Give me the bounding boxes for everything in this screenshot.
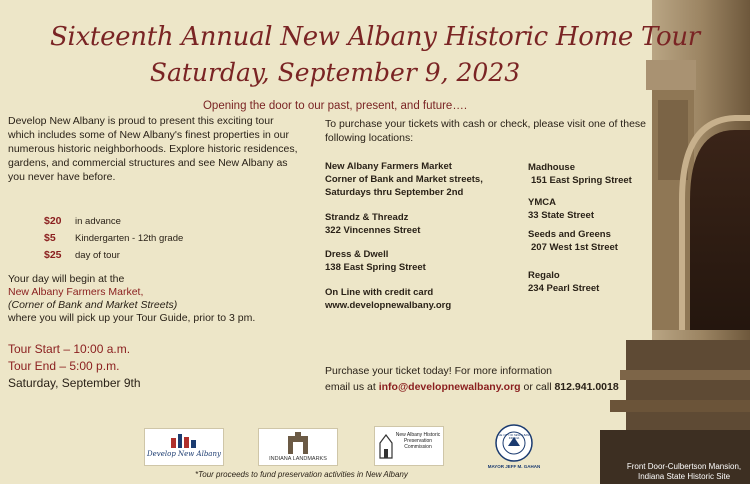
- location-name: YMCA: [528, 197, 556, 208]
- phone-number: 812.941.0018: [554, 381, 619, 393]
- location-madhouse: [528, 161, 632, 187]
- location-detail: 33 State Street: [528, 210, 595, 221]
- email-link[interactable]: info@developnewalbany.org: [378, 381, 521, 393]
- day-line2: where you will pick up your Tour Guide, prior to 3 pm.: [8, 312, 256, 324]
- footnote: *Tour proceeds to fund preservation activities in New Albany: [195, 470, 408, 479]
- tagline: Opening the door to our past, present, and future….: [202, 100, 468, 112]
- tour-end: Tour End – 5:00 p.m.: [8, 359, 120, 373]
- location-name: Madhouse: [528, 162, 575, 173]
- landmark-building-icon: [286, 432, 310, 454]
- commission-logo-text: New Albany Historic Preservation Commission: [395, 432, 441, 450]
- location-detail: Corner of Bank and Market streets,: [325, 174, 483, 185]
- page-title: Sixteenth Annual New Albany Historic Home Tour: [50, 22, 700, 52]
- city-seal-text: THE CITY OF NEW ALBANY INDIANA: [497, 434, 531, 440]
- location-farmers-market: [325, 160, 483, 199]
- location-name: On Line with credit card: [325, 287, 434, 298]
- location-name: Seeds and Greens: [528, 229, 611, 240]
- day-info: [8, 273, 298, 325]
- phone-prefix: or call: [523, 381, 552, 393]
- mayor-text: MAYOR JEFF M. GAHAN: [487, 464, 541, 469]
- intro-text: Develop New Albany is proud to present this exciting tour which includes some of New Albany's finest properties in our numerous historic neighborhoods. Explore historic residences, gardens, and commercial structures and see New Albany as you never have before.: [8, 115, 298, 183]
- city-seal-logo: [484, 424, 544, 472]
- location-detail: 234 Pearl Street: [528, 283, 600, 294]
- location-name: Strandz & Threadz: [325, 212, 409, 223]
- location-website-link[interactable]: www.developnewalbany.org: [325, 300, 452, 311]
- tour-start: Tour Start – 10:00 a.m.: [8, 342, 131, 356]
- indiana-landmarks-logo: [258, 428, 338, 466]
- location-detail: 322 Vincennes Street: [325, 225, 421, 236]
- location-ymca: [528, 196, 594, 222]
- price-day-label: day of tour: [75, 250, 120, 261]
- location-seeds-greens: [528, 228, 618, 254]
- location-online: [325, 286, 451, 312]
- location-dress-dwell: [325, 248, 426, 274]
- preservation-commission-logo: [374, 426, 444, 466]
- location-extra: Saturdays thru September 2nd: [325, 187, 464, 198]
- price-student-label: Kindergarten - 12th grade: [75, 233, 184, 244]
- email-prefix: email us at: [325, 381, 376, 393]
- event-date: Saturday, September 9, 2023: [149, 58, 521, 87]
- indiana-logo-text: INDIANA LANDMARKS: [269, 456, 327, 462]
- location-name: New Albany Farmers Market: [325, 161, 452, 172]
- develop-new-albany-logo: [144, 428, 224, 466]
- price-day: $25: [44, 249, 62, 261]
- location-name: Regalo: [528, 270, 560, 281]
- skyline-icon: [169, 432, 199, 448]
- purchase-intro: To purchase your tickets with cash or check, please visit one of these following locations:: [325, 118, 646, 144]
- city-seal-icon: [495, 424, 533, 462]
- house-icon: [379, 433, 393, 459]
- location-detail: 138 East Spring Street: [325, 262, 426, 273]
- price-advance: $20: [44, 215, 62, 227]
- develop-logo-text: Develop New Albany: [147, 450, 221, 458]
- tour-date: Saturday, September 9th: [8, 376, 141, 390]
- day-line1: Your day will begin at the: [8, 273, 125, 285]
- price-student: $5: [44, 232, 56, 244]
- photo-caption: Front Door-Culbertson Mansion, Indiana State Historic Site: [626, 462, 742, 481]
- location-detail: 151 East Spring Street: [531, 175, 632, 186]
- location-strandz: [325, 211, 420, 237]
- venue-name: New Albany Farmers Market,: [8, 286, 144, 298]
- location-detail: 207 West 1st Street: [531, 242, 618, 253]
- venue-detail: (Corner of Bank and Market Streets): [8, 299, 178, 311]
- contact-info: [325, 363, 655, 395]
- contact-line1: Purchase your ticket today! For more information: [325, 365, 553, 377]
- location-name: Dress & Dwell: [325, 249, 389, 260]
- location-regalo: [528, 269, 599, 295]
- price-advance-label: in advance: [75, 216, 121, 227]
